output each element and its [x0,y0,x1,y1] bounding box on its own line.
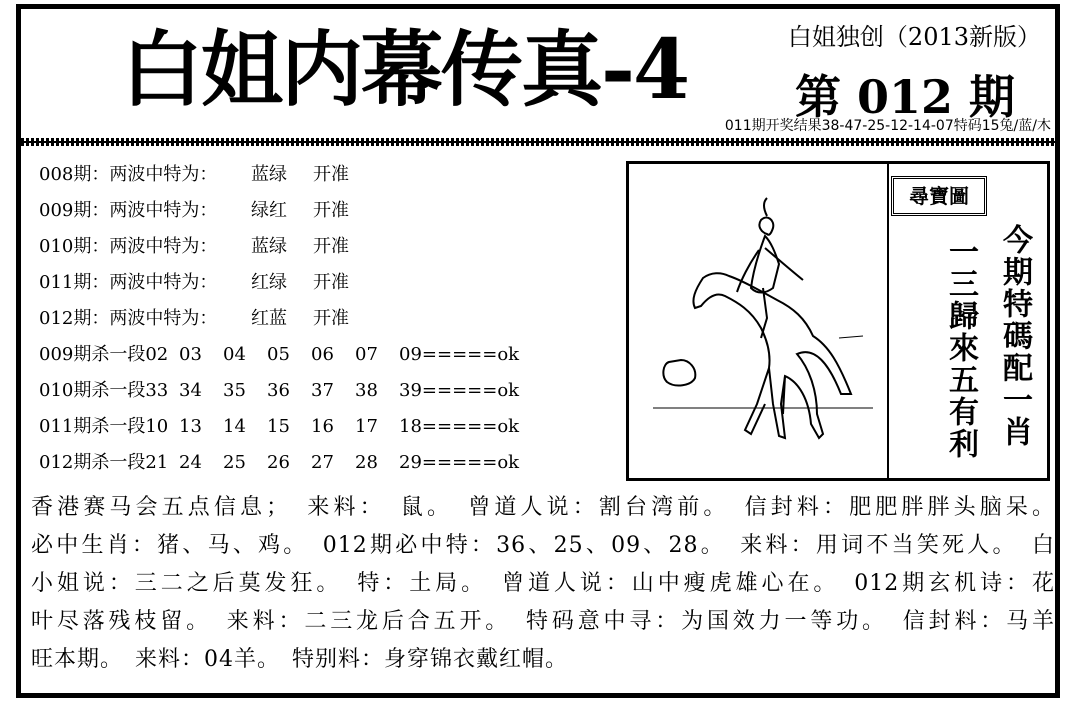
kill-number: 07 [355,344,378,365]
edition-label: 白姐独创（2013新版） [787,23,1041,51]
kill-number: 26 [267,452,290,473]
horse-rider-illustration [633,168,883,474]
kill-label: 012期杀一段21 [39,452,169,473]
prediction-rows [39,157,619,481]
wave-row [39,265,619,301]
wave-status: 开准 [313,236,349,257]
treasure-stamp: 尋寶圖 [891,176,987,216]
paragraph-line: 小姐说：三二之后莫发狂。 特：土局。 曾道人说：山中瘦虎雄心在。 012期玄机诗：花 [31,571,1055,596]
kill-number: 35 [223,380,246,401]
kill-number: 05 [267,344,290,365]
wave-colors: 红蓝 [251,308,287,329]
kill-label: 011期杀一段10 [39,416,169,437]
treasure-line-2: 一三歸來五有利 [943,236,978,460]
kill-number: 04 [223,344,246,365]
wave-colors: 蓝绿 [251,164,287,185]
wave-colors: 蓝绿 [251,236,287,257]
kill-number: 24 [179,452,202,473]
wave-status: 开准 [313,308,349,329]
info-paragraph [31,489,1055,679]
kill-number: 17 [355,416,378,437]
kill-number: 06 [311,344,334,365]
kill-number: 14 [223,416,246,437]
page-frame [16,4,1060,698]
kill-row [39,337,619,373]
kill-label: 009期杀一段02 [39,344,169,365]
wave-status: 开准 [313,200,349,221]
treasure-line-1: 今期特碼配一肖 [997,224,1032,448]
kill-tail: 39=====ok [399,380,520,401]
kill-tail: 18=====ok [399,416,520,437]
wave-label: 008期：两波中特为： [39,164,218,185]
kill-number: 25 [223,452,246,473]
wave-row [39,301,619,337]
kill-number: 03 [179,344,202,365]
treasure-panel [626,161,1050,481]
kill-number: 36 [267,380,290,401]
kill-number: 28 [355,452,378,473]
wave-status: 开准 [313,164,349,185]
page-title: 白姐内幕传真-4 [121,22,689,118]
wave-label: 012期：两波中特为： [39,308,218,329]
kill-label: 010期杀一段33 [39,380,169,401]
kill-number: 16 [311,416,334,437]
wave-colors: 绿红 [251,200,287,221]
kill-number: 13 [179,416,202,437]
previous-result: 011期开奖结果38-47-25-12-14-07特码15兔/蓝/木 [724,118,1051,134]
wave-status: 开准 [313,272,349,293]
paragraph-line: 香港赛马会五点信息； 来料： 鼠。 曾道人说：割台湾前。 信封料：肥肥胖胖头脑呆。 [31,495,1055,520]
wave-row [39,193,619,229]
wave-row [39,157,619,193]
issue-number: 第 012 期 [794,70,1015,124]
wave-label: 011期：两波中特为： [39,272,218,293]
kill-number: 27 [311,452,334,473]
kill-number: 37 [311,380,334,401]
wave-colors: 红绿 [251,272,287,293]
paragraph-line: 必中生肖：猪、马、鸡。 012期必中特：36、25、09、28。 来料：用词不当笑死人。 白 [31,533,1055,558]
kill-tail: 09=====ok [399,344,520,365]
header-divider [21,138,1055,146]
kill-row [39,373,619,409]
kill-number: 38 [355,380,378,401]
kill-tail: 29=====ok [399,452,520,473]
wave-label: 010期：两波中特为： [39,236,218,257]
paragraph-line: 旺本期。 来料：04羊。 特别料：身穿锦衣戴红帽。 [31,647,568,672]
paragraph-line: 叶尽落残枝留。 来料：二三龙后合五开。 特码意中寻：为国效力一等功。 信封料：马羊 [31,609,1055,634]
kill-number: 34 [179,380,202,401]
panel-separator [887,164,889,478]
wave-row [39,229,619,265]
kill-row [39,445,619,481]
kill-row [39,409,619,445]
wave-label: 009期：两波中特为： [39,200,218,221]
kill-number: 15 [267,416,290,437]
header [21,9,1055,137]
